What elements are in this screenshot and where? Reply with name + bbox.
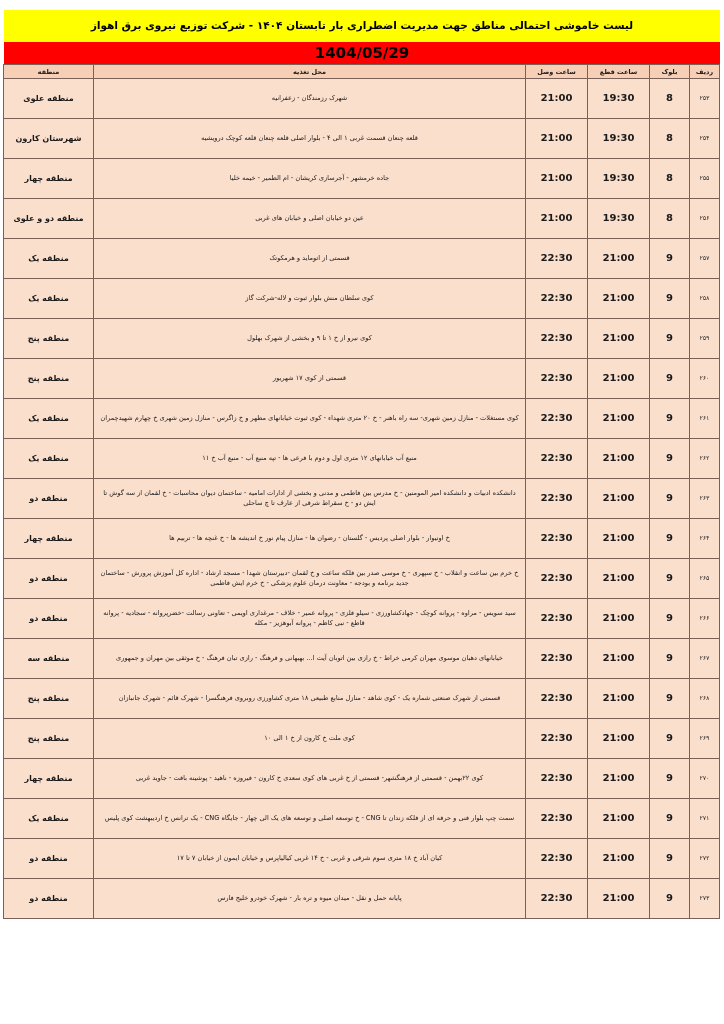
cell-block: 9 (650, 559, 690, 599)
cell-feeding-location: سمت چپ بلوار فنی و حرفه ای از فلکه زندان تا CNG - خ توسعه اصلی و توسعه های یک الی چهار - جایگاه CNG - یک ترانس خ اردیبهشت کوی پلیس (94, 799, 526, 839)
cell-radif: ۲۵۸ (690, 279, 720, 319)
table-header-row (4, 65, 720, 79)
cell-radif: ۲۵۴ (690, 119, 720, 159)
cell-block: 9 (650, 479, 690, 519)
cell-cutoff-time: 21:00 (588, 399, 650, 439)
table-row (4, 319, 720, 359)
cell-region: منطقه پنج (4, 359, 94, 399)
table-row (4, 79, 720, 119)
table-row (4, 719, 720, 759)
cell-cutoff-time: 21:00 (588, 359, 650, 399)
cell-region: منطقه دو (4, 559, 94, 599)
cell-region: منطقه پنج (4, 319, 94, 359)
cell-block: 9 (650, 399, 690, 439)
table-row (4, 479, 720, 519)
cell-cutoff-time: 21:00 (588, 719, 650, 759)
table-row (4, 639, 720, 679)
cell-radif: ۲۷۱ (690, 799, 720, 839)
cell-region: منطقه یک (4, 279, 94, 319)
cell-feeding-location: کوی مستغلات - منازل زمین شهری- سه راه باهنر - خ ۲۰ متری شهداء - کوی ثبوت خیابانهای مطهر و خ زاگرس - منازل زمین شهری خ چهارم شهیدچمران (94, 399, 526, 439)
cell-restore-time: 22:30 (526, 679, 588, 719)
column-header-vasl: ساعت وصل (526, 65, 588, 79)
cell-cutoff-time: 21:00 (588, 759, 650, 799)
cell-radif: ۲۶۲ (690, 439, 720, 479)
cell-restore-time: 21:00 (526, 119, 588, 159)
cell-block: 8 (650, 119, 690, 159)
cell-feeding-location: قسمتی از شهرک صنعتی شماره یک - کوی شاهد - منازل منابع طبیعی ۱۸ متری کشاورزی روبروی فرهنگسرا - شهرک قائم - شهرک جانبازان (94, 679, 526, 719)
cell-block: 9 (650, 799, 690, 839)
cell-cutoff-time: 21:00 (588, 439, 650, 479)
cell-cutoff-time: 19:30 (588, 199, 650, 239)
cell-feeding-location: کوی نیرو از خ ۱ تا ۹ و بخشی از شهرک بهلول (94, 319, 526, 359)
cell-restore-time: 22:30 (526, 239, 588, 279)
table-row (4, 519, 720, 559)
cell-restore-time: 22:30 (526, 319, 588, 359)
cell-feeding-location: شهرک رزمندگان - زعفرانیه (94, 79, 526, 119)
cell-radif: ۲۷۰ (690, 759, 720, 799)
cell-radif: ۲۶۱ (690, 399, 720, 439)
cell-block: 9 (650, 319, 690, 359)
cell-radif: ۲۶۴ (690, 519, 720, 559)
cell-block: 8 (650, 79, 690, 119)
cell-block: 9 (650, 599, 690, 639)
table-row (4, 799, 720, 839)
table-row (4, 119, 720, 159)
cell-radif: ۲۵۳ (690, 79, 720, 119)
cell-region: منطقه دو و علوی (4, 199, 94, 239)
cell-restore-time: 22:30 (526, 279, 588, 319)
document-date-banner: 1404/05/29 (4, 42, 720, 64)
cell-radif: ۲۵۵ (690, 159, 720, 199)
cell-cutoff-time: 21:00 (588, 679, 650, 719)
cell-restore-time: 22:30 (526, 519, 588, 559)
cell-cutoff-time: 21:00 (588, 839, 650, 879)
cell-radif: ۲۶۷ (690, 639, 720, 679)
cell-radif: ۲۶۶ (690, 599, 720, 639)
table-row (4, 599, 720, 639)
table-header (4, 65, 720, 79)
document-title-banner: لیست خاموشی احتمالی مناطق جهت مدیریت اضطراری بار تابستان ۱۴۰۴ - شرکت توزیع نیروی برق اهواز (4, 10, 720, 42)
cell-region: منطقه پنج (4, 679, 94, 719)
cell-feeding-location: سید سویس - مراوه - پروانه کوچک - جهادکشاورزی - سیلو فلزی - پروانه عمیر - خلاف - مرغداری اویمی - تعاونی رسالت -خضرپروانه - سجادیه - پروانه قاطع - نبی کاظم - پروانه آبوهزیز - مکله (94, 599, 526, 639)
cell-cutoff-time: 21:00 (588, 239, 650, 279)
table-row (4, 399, 720, 439)
cell-block: 9 (650, 439, 690, 479)
cell-region: منطقه یک (4, 239, 94, 279)
cell-cutoff-time: 19:30 (588, 159, 650, 199)
cell-restore-time: 22:30 (526, 759, 588, 799)
cell-radif: ۲۶۵ (690, 559, 720, 599)
cell-block: 9 (650, 759, 690, 799)
cell-region: منطقه علوی (4, 79, 94, 119)
cell-region: منطقه چهار (4, 519, 94, 559)
outage-table (3, 64, 720, 919)
table-row (4, 839, 720, 879)
cell-restore-time: 22:30 (526, 559, 588, 599)
table-body (4, 79, 720, 919)
cell-region: منطقه یک (4, 399, 94, 439)
table-row (4, 879, 720, 919)
cell-restore-time: 22:30 (526, 799, 588, 839)
cell-cutoff-time: 21:00 (588, 279, 650, 319)
cell-restore-time: 22:30 (526, 839, 588, 879)
cell-restore-time: 21:00 (526, 159, 588, 199)
cell-block: 9 (650, 719, 690, 759)
cell-region: منطقه دو (4, 599, 94, 639)
cell-feeding-location: عین دو خیابان اصلی و خیابان های غربی (94, 199, 526, 239)
cell-block: 8 (650, 159, 690, 199)
cell-cutoff-time: 21:00 (588, 479, 650, 519)
cell-block: 9 (650, 359, 690, 399)
cell-restore-time: 21:00 (526, 79, 588, 119)
cell-feeding-location: کوی سلطان منش بلوار ثبوت و لاله-شرکت گاز (94, 279, 526, 319)
cell-radif: ۲۵۹ (690, 319, 720, 359)
cell-restore-time: 22:30 (526, 639, 588, 679)
cell-radif: ۲۶۹ (690, 719, 720, 759)
cell-feeding-location: پایانه حمل و نقل - میدان میوه و تره بار - شهرک خودرو خلیج فارس (94, 879, 526, 919)
cell-feeding-location: قسمتی از کوی ۱۷ شهریور (94, 359, 526, 399)
cell-restore-time: 22:30 (526, 879, 588, 919)
column-header-mantaqe: منطقه (4, 65, 94, 79)
cell-feeding-location: کوی ۲۲بهمن - قسمتی از فرهنگشهر- قسمتی از خ غربی های کوی سعدی خ کارون - فیروزه - ناهید - پوشینه بافت - جاوید غربی (94, 759, 526, 799)
cell-region: منطقه چهار (4, 159, 94, 199)
cell-region: شهرستان کارون (4, 119, 94, 159)
cell-feeding-location: منبع آب خیابانهای ۱۲ متری اول و دوم با فرعی ها - تپه منبع آب - منبع آب خ ۱۱ (94, 439, 526, 479)
cell-restore-time: 22:30 (526, 399, 588, 439)
cell-cutoff-time: 21:00 (588, 879, 650, 919)
cell-radif: ۲۶۸ (690, 679, 720, 719)
table-row (4, 439, 720, 479)
table-row (4, 559, 720, 599)
cell-feeding-location: دانشکده ادبیات و دانشکده امیر المومنین - خ مدرس بین فاطمی و مدنی و بخشی از ادارات امامیه - ساختمان دیوان محاسبات - خ لقمان از سه گوش تا ایش دو - خ سقراط شرقی از عارف تا چ ساحلی (94, 479, 526, 519)
cell-feeding-location: کیان آباد خ ۱۸ متری سوم شرقی و غربی - خ ۱۴ غربی کیالیاپرس و خیابان ایمون از خیابان ۷ تا ۱۷ (94, 839, 526, 879)
table-row (4, 359, 720, 399)
cell-block: 9 (650, 239, 690, 279)
cell-region: منطقه پنج (4, 719, 94, 759)
cell-block: 9 (650, 879, 690, 919)
cell-feeding-location: خ اونیوار - بلوار اصلی پردیس - گلستان - رضوان ها - منازل پیام نور خ اندیشه ها - خ غنچه ها - تربیم ها (94, 519, 526, 559)
column-header-block: بلوک (650, 65, 690, 79)
cell-cutoff-time: 21:00 (588, 319, 650, 359)
cell-cutoff-time: 21:00 (588, 799, 650, 839)
table-row (4, 199, 720, 239)
cell-radif: ۲۶۳ (690, 479, 720, 519)
cell-restore-time: 22:30 (526, 599, 588, 639)
cell-region: منطقه یک (4, 799, 94, 839)
cell-radif: ۲۵۷ (690, 239, 720, 279)
cell-region: منطقه یک (4, 439, 94, 479)
cell-restore-time: 22:30 (526, 439, 588, 479)
cell-feeding-location: خیابانهای دهبان موسوی مهران کرمی خراط - خ رازی بین اتوبان آیت ا... بهبهانی و فرهنگ - رازی تبان فرهنگ - خ موثقی بین مهران و جمهوری (94, 639, 526, 679)
table-row (4, 759, 720, 799)
cell-region: منطقه دو (4, 879, 94, 919)
cell-block: 9 (650, 519, 690, 559)
cell-region: منطقه چهار (4, 759, 94, 799)
cell-region: منطقه دو (4, 839, 94, 879)
cell-cutoff-time: 19:30 (588, 119, 650, 159)
cell-feeding-location: جاده خرمشهر - آجرسازی کریشان - ام الطمیر - خیمه خلیا (94, 159, 526, 199)
cell-radif: ۲۷۲ (690, 839, 720, 879)
cell-cutoff-time: 21:00 (588, 599, 650, 639)
column-header-ghat: ساعت قطع (588, 65, 650, 79)
table-row (4, 679, 720, 719)
cell-cutoff-time: 21:00 (588, 639, 650, 679)
cell-feeding-location: کوی ملت خ کارون از خ ۱ الی ۱۰ (94, 719, 526, 759)
cell-feeding-location: قلعه چنعان قسمت غربی ۱ الی ۴ - بلوار اصلی قلعه چنعان قلعه کوچک درویشیه (94, 119, 526, 159)
cell-region: منطقه دو (4, 479, 94, 519)
table-row (4, 159, 720, 199)
cell-restore-time: 22:30 (526, 479, 588, 519)
table-row (4, 239, 720, 279)
cell-block: 9 (650, 279, 690, 319)
cell-radif: ۲۶۰ (690, 359, 720, 399)
cell-cutoff-time: 21:00 (588, 519, 650, 559)
cell-feeding-location: قسمتی از اتوماید و هرمکوتک (94, 239, 526, 279)
table-row (4, 279, 720, 319)
cell-block: 8 (650, 199, 690, 239)
cell-cutoff-time: 19:30 (588, 79, 650, 119)
cell-block: 9 (650, 679, 690, 719)
cell-restore-time: 22:30 (526, 719, 588, 759)
cell-cutoff-time: 21:00 (588, 559, 650, 599)
cell-restore-time: 22:30 (526, 359, 588, 399)
cell-block: 9 (650, 839, 690, 879)
cell-radif: ۲۵۶ (690, 199, 720, 239)
cell-feeding-location: خ خرم بین ساعت و انقلاب - خ سپهری - خ موسی صدر بین فلکه ساعت و خ لقمان -دبیرستان شهدا - مسجد ارشاد - اداره کل آموزش پرورش - ساختمان جدید برنامه و بودجه - معاونت درمان علوم پزشکی - خ خرم ایش فاطمی (94, 559, 526, 599)
cell-region: منطقه سه (4, 639, 94, 679)
cell-radif: ۲۷۳ (690, 879, 720, 919)
column-header-mahal: محل تغذیه (94, 65, 526, 79)
column-header-radif: ردیف (690, 65, 720, 79)
cell-block: 9 (650, 639, 690, 679)
cell-restore-time: 21:00 (526, 199, 588, 239)
